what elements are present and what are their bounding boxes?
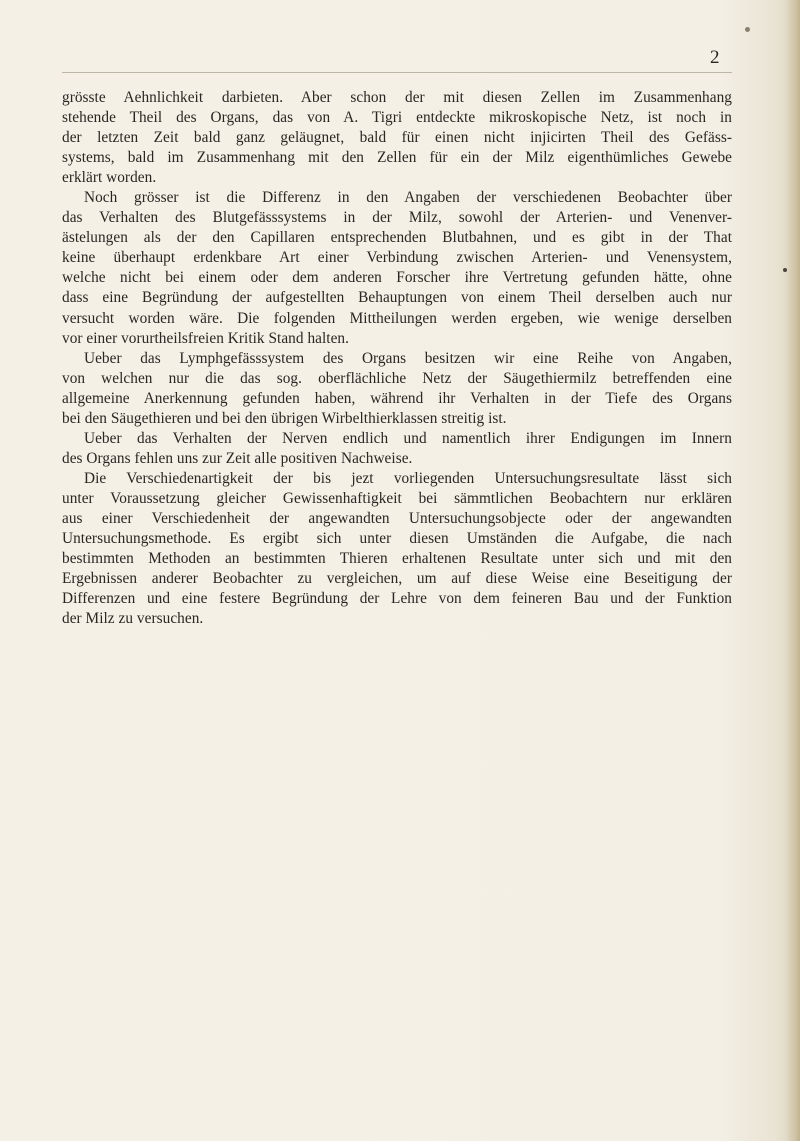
text-line: welche nicht bei einem oder dem anderen Forscher ihre Vertretung gefunden hätte, ohne xyxy=(62,269,732,287)
text-line: dass eine Begründung der aufgestellten Behauptungen von einem Theil derselben auch nur xyxy=(62,289,732,307)
text-line: stehende Theil des Organs, das von A. Tigri entdeckte mikroskopische Netz, ist noch in xyxy=(62,109,732,127)
text-line: der Milz zu versuchen. xyxy=(62,610,204,628)
text-line: vor einer vorurtheilsfreien Kritik Stand halten. xyxy=(62,329,350,347)
text-line: des Organs fehlen uns zur Zeit alle positiven Nachweise. xyxy=(62,449,413,467)
page-edge-shadow xyxy=(786,0,800,1141)
paragraph-3 xyxy=(62,349,732,429)
ink-speck xyxy=(745,27,750,32)
page-number: 2 xyxy=(710,47,720,68)
text-line: systems, bald im Zusammenhang mit den Zellen für ein der Milz eigenthümliches Gewebe xyxy=(62,149,732,167)
paragraph-2 xyxy=(62,188,732,348)
text-line: allgemeine Anerkennung gefunden haben, während ihr Verhalten in der Tiefe des Organs xyxy=(62,389,732,407)
text-line: bei den Säugethieren und bei den übrigen Wirbelthierklassen streitig ist. xyxy=(62,409,507,427)
text-line: von welchen nur die das sog. oberflächliche Netz der Säugethiermilz betreffenden eine xyxy=(62,369,732,387)
text-line: Ueber das Verhalten der Nerven endlich und namentlich ihrer Endigungen im Innern xyxy=(84,429,732,447)
text-line: versucht worden wäre. Die folgenden Mittheilungen werden ergeben, wie wenige derselben xyxy=(62,309,732,327)
text-line: erklärt worden. xyxy=(62,169,157,187)
header-rule xyxy=(62,72,732,73)
text-line: grösste Aehnlichkeit darbieten. Aber schon der mit diesen Zellen im Zusammenhang xyxy=(62,89,732,106)
text-line: bestimmten Methoden an bestimmten Thieren erhaltenen Resultate unter sich und mit den xyxy=(62,550,732,568)
text-line: keine überhaupt erdenkbare Art einer Verbindung zwischen Arterien- und Venensystem, xyxy=(62,249,732,267)
text-line: Die Verschiedenartigkeit der bis jezt vorliegenden Untersuchungsresultate lässt sich xyxy=(84,469,732,487)
body-text xyxy=(62,88,732,629)
text-line: der letzten Zeit bald ganz geläugnet, bald für einen nicht injicirten Theil des Gefäss- xyxy=(62,129,732,147)
text-line: Noch grösser ist die Differenz in den Angaben der verschiedenen Beobachter über xyxy=(84,189,732,207)
text-line: Differenzen und eine festere Begründung der Lehre von dem feineren Bau und der Funktion xyxy=(62,590,732,608)
text-line: ästelungen als der den Capillaren entsprechenden Blutbahnen, und es gibt in der That xyxy=(62,229,732,247)
text-line: unter Voraussetzung gleicher Gewissenhaftigkeit bei sämmtlichen Beobachtern nur erklären xyxy=(62,489,732,507)
text-line: Ueber das Lymphgefässsystem des Organs besitzen wir eine Reihe von Angaben, xyxy=(84,349,732,367)
text-line: Untersuchungsmethode. Es ergibt sich unter diesen Umständen die Aufgabe, die nach xyxy=(62,530,732,548)
paragraph-1 xyxy=(62,88,732,188)
margin-bullet-mark xyxy=(783,268,787,272)
paragraph-5 xyxy=(62,469,732,629)
text-line: aus einer Verschiedenheit der angewandten Untersuchungsobjecte oder der angewandten xyxy=(62,509,732,527)
text-line: Ergebnissen anderer Beobachter zu vergleichen, um auf diese Weise eine Beseitigung der xyxy=(62,570,732,588)
paragraph-4 xyxy=(62,429,732,469)
text-line: das Verhalten des Blutgefässsystems in der Milz, sowohl der Arterien- und Venenver- xyxy=(62,209,732,227)
